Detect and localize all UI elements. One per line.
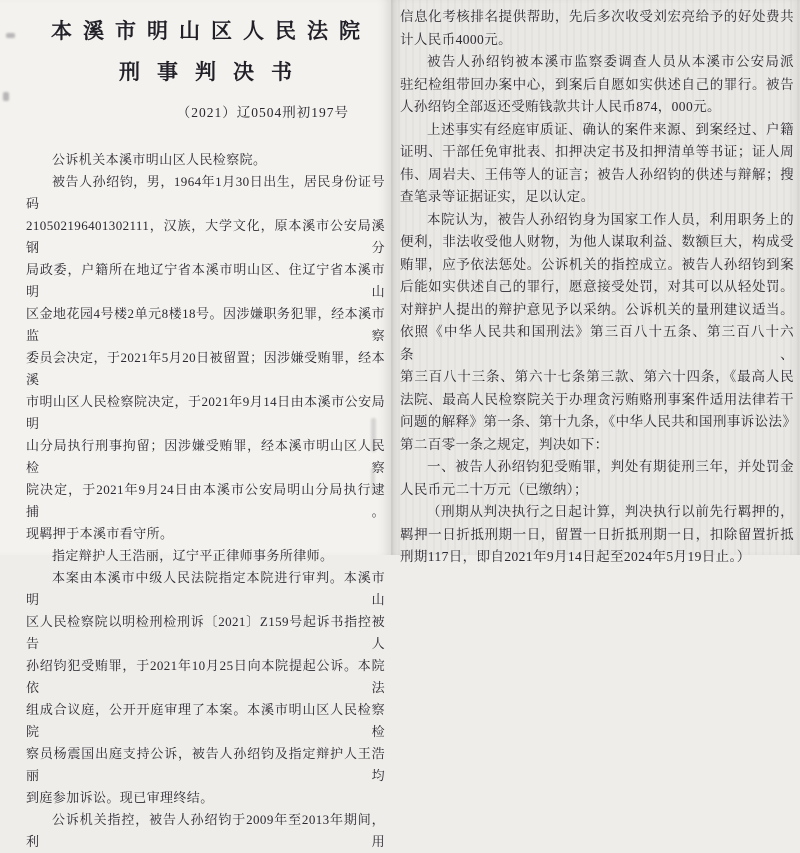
text-line: 人民币元二十万元（已缴纳）； [400, 481, 588, 497]
text-line: 上述事实有经庭审质证、确认的案件来源、到案经过、户籍 [427, 121, 794, 137]
text-line: 问题的解释》第一条、第十九条，《中华人民共和国刑事诉讼法》 [400, 414, 797, 429]
text-line: 人孙绍钧全部返还受贿钱款共计人民币874，000元。 [400, 99, 721, 114]
court-name: 本溪市明山区人民法院 [51, 19, 371, 43]
text-line: 羁押一日折抵刑期一日，留置一日折抵刑期一日，扣除留置折抵 [400, 526, 794, 542]
text-line: 本院认为，被告人孙绍钧身为国家工作人员，利用职务上的 [427, 211, 794, 227]
case-number: （2021）辽0504刑初197号 [176, 105, 349, 120]
text-line: 伟、周岩夫、王伟等人的证言；被告人孙绍钧的供述与辩解；搜 [400, 166, 794, 182]
text-line: 现羁押于本溪市看守所。 [26, 526, 174, 541]
text-line: 被告人孙绍钧，男，1964年1月30日出生，居民身份证号码 [26, 174, 385, 211]
text-line: 证明、干部任免审批表、扣押决定书及扣押清单等书证；证人周 [400, 144, 794, 159]
text-line: 计人民币4000元。 [400, 31, 512, 47]
text-line: 210502196401302111，汉族，大学文化，原本溪市公安局溪钢分 [26, 218, 385, 255]
scan-artifact [3, 92, 9, 101]
text-line: 一、被告人孙绍钧犯受贿罪，判处有期徒刑三年，并处罚金 [427, 459, 794, 474]
judgment-page-left [0, 0, 391, 849]
text-line: 后能如实供述自己的罪行，愿意接受处罚，对其可以从轻处罚。 [400, 279, 794, 294]
text-line: 第二百零一条之规定，判决如下： [400, 436, 609, 452]
text-line: 公诉机关本溪市明山区人民检察院。 [52, 152, 267, 167]
text-line: 便利，非法收受他人财物，为他人谋取利益、数额巨大，构成受 [400, 234, 794, 249]
text-line: （刑期从判决执行之日起计算，判决执行以前先行羁押的， [427, 504, 794, 519]
text-line: 法院、最高人民检察院关于办理贪污贿赂刑事案件适用法律若干 [400, 391, 794, 407]
text-line: 依照《中华人民共和国刑法》第三百八十五条、第三百八十六条、 [400, 324, 794, 362]
text-line: 被告人孙绍钧被本溪市监察委调查人员从本溪市公安局派 [427, 54, 794, 69]
text-line: 指定辩护人王浩丽，辽宁平正律师事务所律师。 [52, 548, 334, 563]
text-line: 区金地花园4号楼2单元8楼18号。因涉嫌职务犯罪，经本溪市监察 [26, 306, 385, 343]
text-line: 区人民检察院以明检刑检刑诉〔2021〕Z159号起诉书指控被告人 [26, 614, 385, 651]
text-line: 本案由本溪市中级人民法院指定本院进行审判。本溪市明山 [26, 570, 385, 607]
text-line: 贿罪，应予依法惩处。公诉机关的指控成立。被告人孙绍钧到案 [400, 256, 794, 272]
text-line: 市明山区人民检察院决定，于2021年9月14日由本溪市公安局明 [26, 394, 385, 431]
text-line: 委员会决定，于2021年5月20日被留置；因涉嫌受贿罪，经本溪 [26, 350, 385, 387]
left-page-body [26, 149, 385, 853]
text-line: 察员杨震国出庭支持公诉，被告人孙绍钧及指定辩护人王浩丽均 [26, 746, 385, 783]
text-line: 对辩护人提出的辩护意见予以采纳。公诉机关的量刑建议适当。 [400, 301, 794, 317]
text-line: 第三百八十三条、第六十七条第三款、第六十四条，《最高人民 [400, 369, 794, 384]
text-line: 驻纪检组带回办案中心，到案后自愿如实供述自己的罪行。被告 [400, 76, 794, 92]
text-line: 公诉机关指控，被告人孙绍钧于2009年至2013年期间，利用 [26, 812, 385, 849]
text-line: 信息化考核排名提供帮助，先后多次收受刘宏亮给予的好处费共 [400, 9, 794, 24]
text-line: 孙绍钧犯受贿罪，于2021年10月25日向本院提起公诉。本院依法 [26, 658, 385, 695]
text-line: 到庭参加诉讼。现已审理终结。 [26, 790, 214, 805]
scan-artifact [6, 33, 15, 38]
text-line: 刑期117日，即自2021年9月14日起至2024年5月19日止。） [400, 549, 751, 564]
text-line: 院决定，于2021年9月24日由本溪市公安局明山分局执行逮捕。 [26, 482, 385, 519]
document-title: 刑事判决书 [119, 60, 309, 84]
scan-artifact [371, 468, 375, 494]
text-line: 局政委，户籍所在地辽宁省本溪市明山区、住辽宁省本溪市明山 [26, 262, 385, 299]
text-line: 组成合议庭，公开开庭审理了本案。本溪市明山区人民检察院检 [26, 702, 385, 739]
judgment-page-right [391, 0, 800, 564]
text-line: 查笔录等证据证实，足以认定。 [400, 189, 595, 204]
scan-artifact [371, 418, 376, 452]
right-page-body [400, 6, 797, 569]
text-line: 山分局执行刑事拘留；因涉嫌受贿罪，经本溪市明山区人民检察 [26, 438, 385, 475]
